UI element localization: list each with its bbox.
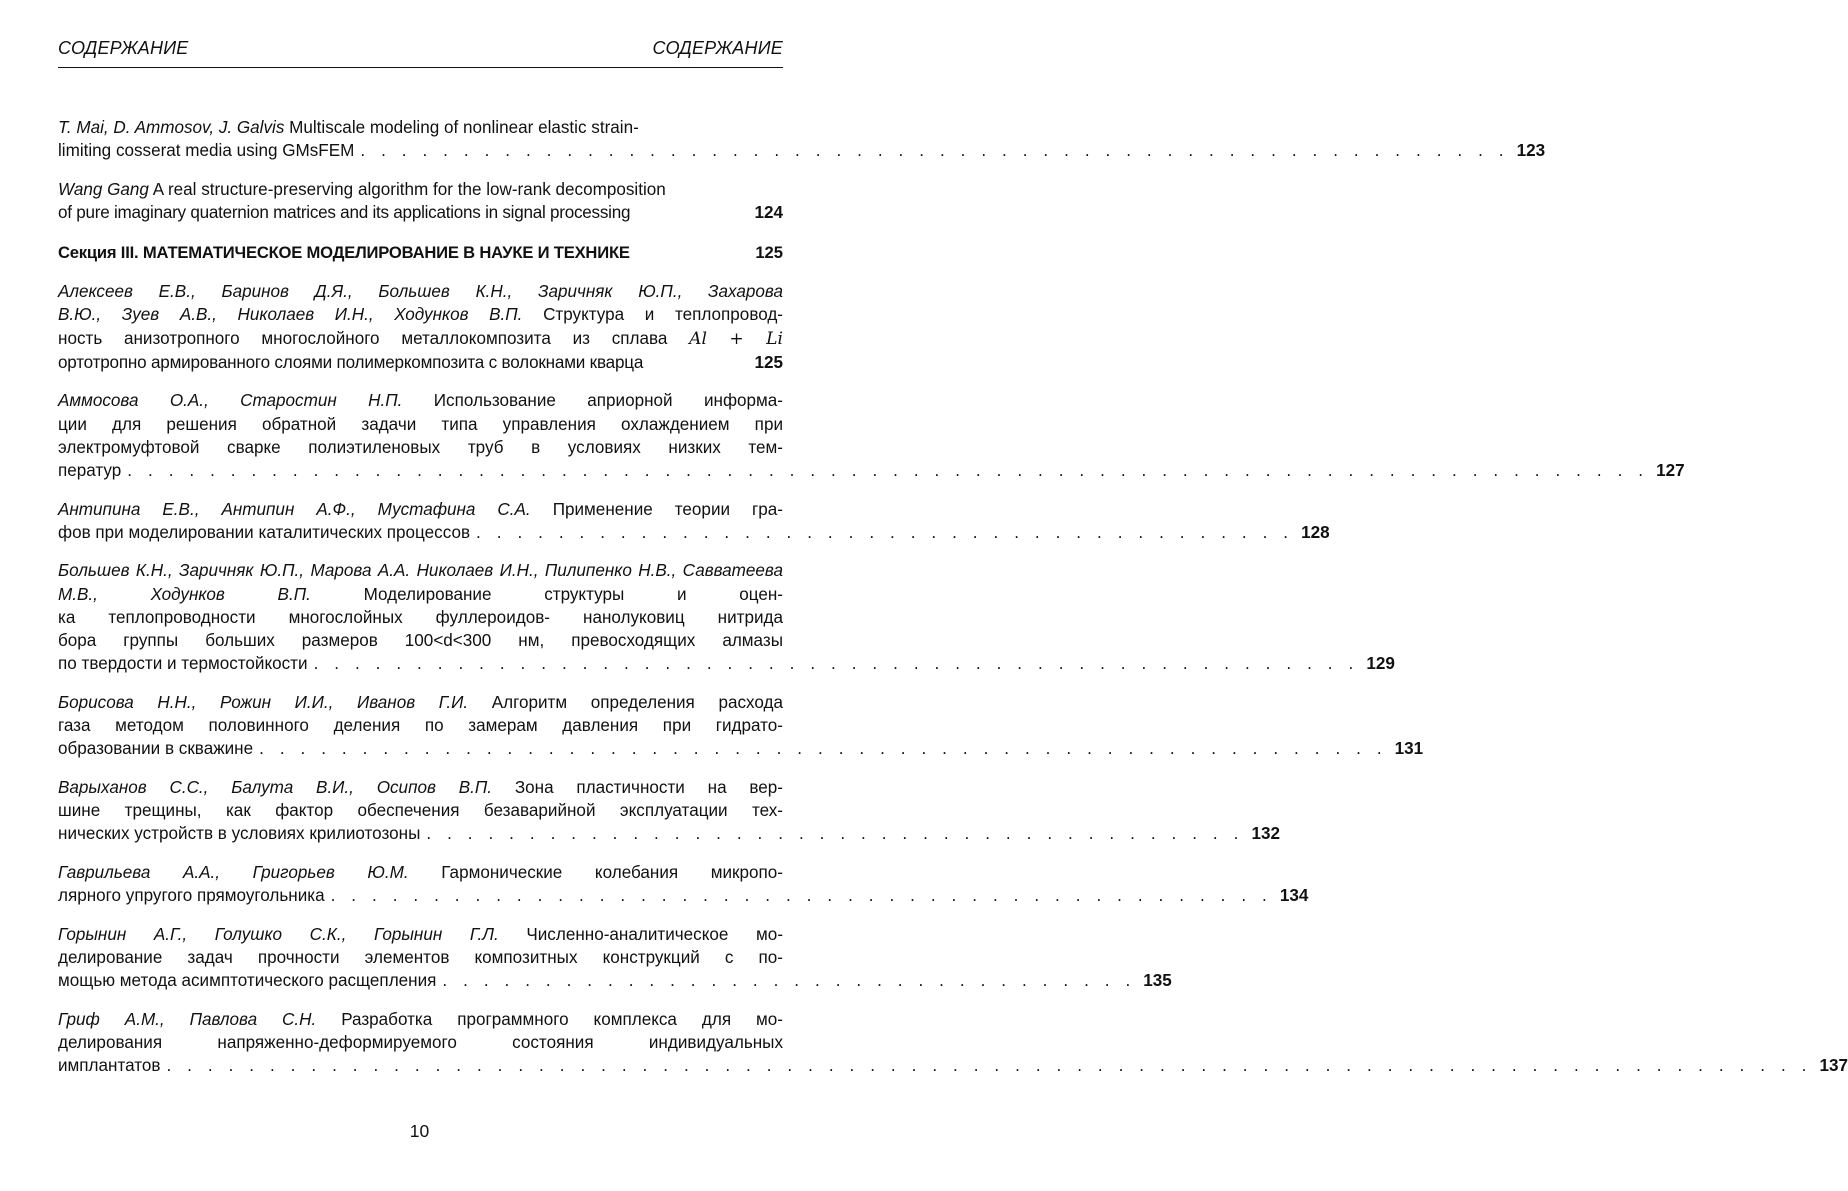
dot-leader: . . . . . . . . . . . . . . . . . . . . . . . . . . . . . . . . . . . . . . . . . . . . . . . . . . .	[313, 654, 1359, 674]
running-header	[58, 38, 783, 59]
alloy-formula: Al + Li	[689, 328, 783, 349]
entry-title: Моделирование структуры и оцен-	[363, 584, 783, 604]
entry-authors: Аммосова О.А., Старостин Н.П.	[58, 391, 403, 411]
section-heading	[58, 242, 783, 264]
entry-first-line	[58, 559, 783, 605]
section-title: Секция III. МАТЕМАТИЧЕСКОЕ МОДЕЛИРОВАНИЕ В НАУКЕ И ТЕХНИКЕ	[58, 243, 630, 263]
header-right: СОДЕРЖАНИЕ	[652, 38, 783, 58]
entry-last-line	[58, 1054, 1848, 1077]
entry-line	[58, 303, 783, 326]
entry-page-number[interactable]: 131	[1394, 739, 1424, 759]
entry-page-number[interactable]: 127	[1656, 461, 1685, 481]
dot-leader: . . . . . . . . . . . . . . . . . . . . . . . . . . . . . . . . . . . . . . . .	[476, 522, 1294, 542]
entry-line	[58, 327, 783, 351]
entry-authors: Борисова Н.Н., Рожин И.И., Иванов Г.И.	[58, 692, 469, 712]
entry-page-number[interactable]: 125	[754, 352, 783, 372]
entry-first-line	[58, 498, 783, 521]
entry-authors: Гаврильева А.А., Григорьев Ю.М.	[58, 862, 409, 882]
entry-title-end: ортотропно армированного слоями полимеркомпозита с волокнами кварца	[58, 352, 644, 372]
toc-entry	[58, 178, 783, 224]
entry-line: ка теплопроводности многослойных фуллероидов- нанолуковиц нитрида	[58, 607, 783, 627]
entry-first-line	[58, 1008, 783, 1031]
entry-page-number[interactable]: 134	[1279, 886, 1309, 906]
dot-leader: . . . . . . . . . . . . . . . . . . . . . . . . . . . . . . . . . . . . . . . .	[426, 824, 1244, 844]
entry-title: Применение теории гра-	[552, 499, 784, 519]
toc-entry	[58, 498, 1330, 544]
entry-title: Использование априорной информа-	[433, 391, 783, 411]
entry-last-line	[58, 201, 783, 224]
entry-authors: Горынин А.Г., Голушко С.К., Горынин Г.Л.	[58, 924, 499, 944]
entry-title-end: нических устройств в условиях крилиотозоны	[58, 824, 421, 844]
entry-line: электромуфтовой сварке полиэтиленовых труб в условиях низких тем-	[58, 437, 783, 457]
entry-title: Зона пластичности на вер-	[514, 777, 783, 797]
entry-page-number[interactable]: 123	[1516, 141, 1546, 161]
entry-page-number[interactable]: 124	[754, 203, 783, 222]
entry-title: Multiscale modeling of nonlinear elastic strain-	[289, 118, 639, 137]
entry-last-line	[58, 884, 1309, 907]
entry-title-cont: ность анизотропного многослойного металлокомпозита из сплава	[58, 328, 668, 348]
entry-last-line	[58, 737, 1424, 760]
toc-entry	[58, 923, 1172, 993]
entry-authors: Большев К.Н., Заричняк Ю.П., Марова А.А. Николаев И.Н., Пилипенко Н.В., Савватеева М.В., Ходунков В.П.	[58, 561, 783, 604]
entry-page-number[interactable]: 132	[1251, 824, 1280, 844]
dot-leader: . . . . . . . . . . . . . . . . . . . . . . . . . . . . . . . . . .	[442, 971, 1136, 991]
section-page-number[interactable]: 125	[755, 243, 783, 263]
entry-first-line	[58, 923, 783, 946]
entry-title: Структура и теплопровод-	[543, 305, 784, 325]
entry-first-line	[58, 861, 783, 884]
toc-entry	[58, 389, 1685, 482]
toc-entry	[58, 1008, 1848, 1078]
entry-title-end: лярного упругого прямоугольника	[58, 886, 325, 906]
entry-last-line	[58, 969, 1172, 992]
entry-page-number[interactable]: 128	[1301, 522, 1330, 542]
dot-leader: . . . . . . . . . . . . . . . . . . . . . . . . . . . . . . . . . . . . . . . . . . . . . . . . . . . . . . . . . . . . . . . . . . . . . . . . . . . . . . . .	[166, 1056, 1813, 1076]
entry-first-line	[58, 178, 783, 201]
entry-page-number[interactable]: 137	[1819, 1056, 1848, 1076]
entry-last-line	[58, 822, 1280, 845]
entry-last-line	[58, 351, 783, 374]
toc-entry	[58, 116, 1546, 162]
entry-page-number[interactable]: 129	[1366, 654, 1395, 674]
toc-entry	[58, 691, 1424, 761]
entry-title-end: of pure imaginary quaternion matrices and its applications in signal processing	[58, 203, 631, 222]
entry-authors: Варыханов С.С., Балута В.И., Осипов В.П.	[58, 777, 492, 797]
table-of-contents	[58, 116, 1848, 1093]
entry-title-end: по твердости и термостойкости	[58, 654, 308, 674]
entry-line: бора группы больших размеров 100<d<300 нм, превосходящих алмазы	[58, 631, 783, 651]
entry-first-line	[58, 389, 783, 412]
entry-authors-cont: В.Ю., Зуев А.В., Николаев И.Н., Ходунков В.П.	[58, 305, 523, 325]
entry-authors: Wang Gang	[58, 179, 149, 199]
entry-line: шине трещины, как фактор обеспечения безаварийной эксплуатации тех-	[58, 801, 783, 821]
entry-line: делирование задач прочности элементов композитных конструкций с по-	[58, 947, 783, 967]
entry-title-end: limiting cosserat media using GMsFEM	[58, 141, 355, 161]
entry-title-end: фов при моделировании каталитических процессов	[58, 522, 471, 542]
entry-last-line	[58, 139, 1546, 162]
entry-first-line	[58, 116, 783, 139]
dot-leader: . . . . . . . . . . . . . . . . . . . . . . . . . . . . . . . . . . . . . . . . . . . . . . . . . . . . . . . .	[360, 141, 1510, 161]
entry-authors: Гриф А.М., Павлова С.Н.	[58, 1009, 317, 1029]
entry-line: делирования напряженно-деформируемого состояния индивидуальных	[58, 1032, 783, 1052]
entry-last-line	[58, 459, 1685, 482]
entry-line: газа методом половинного деления по замерам давления при гидрато-	[58, 716, 783, 736]
toc-entry	[58, 280, 783, 374]
toc-entry	[58, 776, 1280, 846]
entry-title-end: имплантатов	[58, 1056, 161, 1076]
toc-entry	[58, 861, 1309, 907]
entry-first-line	[58, 776, 783, 799]
entry-title: Гармонические колебания микропо-	[441, 862, 783, 882]
entry-first-line	[58, 691, 783, 714]
entry-title-end: мощью метода асимптотического расщепления	[58, 971, 437, 991]
entry-title: Разработка программного комплекса для мо-	[341, 1009, 783, 1029]
header-divider	[58, 67, 783, 68]
entry-page-number[interactable]: 135	[1143, 971, 1172, 991]
page-number-footer: 10	[409, 1121, 430, 1141]
dot-leader: . . . . . . . . . . . . . . . . . . . . . . . . . . . . . . . . . . . . . . . . . . . . . . . . . . . . . . . . . . . . . . . . . . . . . . . . . .	[127, 461, 1649, 481]
entry-title-end: ператур	[58, 461, 122, 481]
entry-authors: T. Mai, D. Ammosov, J. Galvis	[58, 118, 285, 137]
entry-authors: Антипина Е.В., Антипин А.Ф., Мустафина С.А.	[58, 499, 531, 519]
dot-leader: . . . . . . . . . . . . . . . . . . . . . . . . . . . . . . . . . . . . . . . . . . . . . . . . . . . . . . .	[259, 739, 1388, 759]
dot-leader: . . . . . . . . . . . . . . . . . . . . . . . . . . . . . . . . . . . . . . . . . . . . . .	[330, 886, 1273, 906]
entry-title: A real structure-preserving algorithm for the low-rank decomposition	[152, 179, 666, 199]
entry-title: Численно-аналитическое мо-	[526, 924, 784, 944]
toc-entries	[58, 389, 1848, 1077]
entry-authors: Алексеев Е.В., Баринов Д.Я., Большев К.Н., Заричняк Ю.П., Захарова	[58, 282, 783, 302]
entry-last-line	[58, 652, 1395, 675]
entry-last-line	[58, 521, 1330, 544]
header-left: СОДЕРЖАНИЕ	[58, 38, 189, 58]
entry-line: ции для решения обратной задачи типа управления охлаждением при	[58, 414, 783, 434]
entry-title: Алгоритм определения расхода	[491, 692, 783, 712]
entry-title-end: образовании в скважине	[58, 739, 254, 759]
toc-entry	[58, 559, 1395, 675]
